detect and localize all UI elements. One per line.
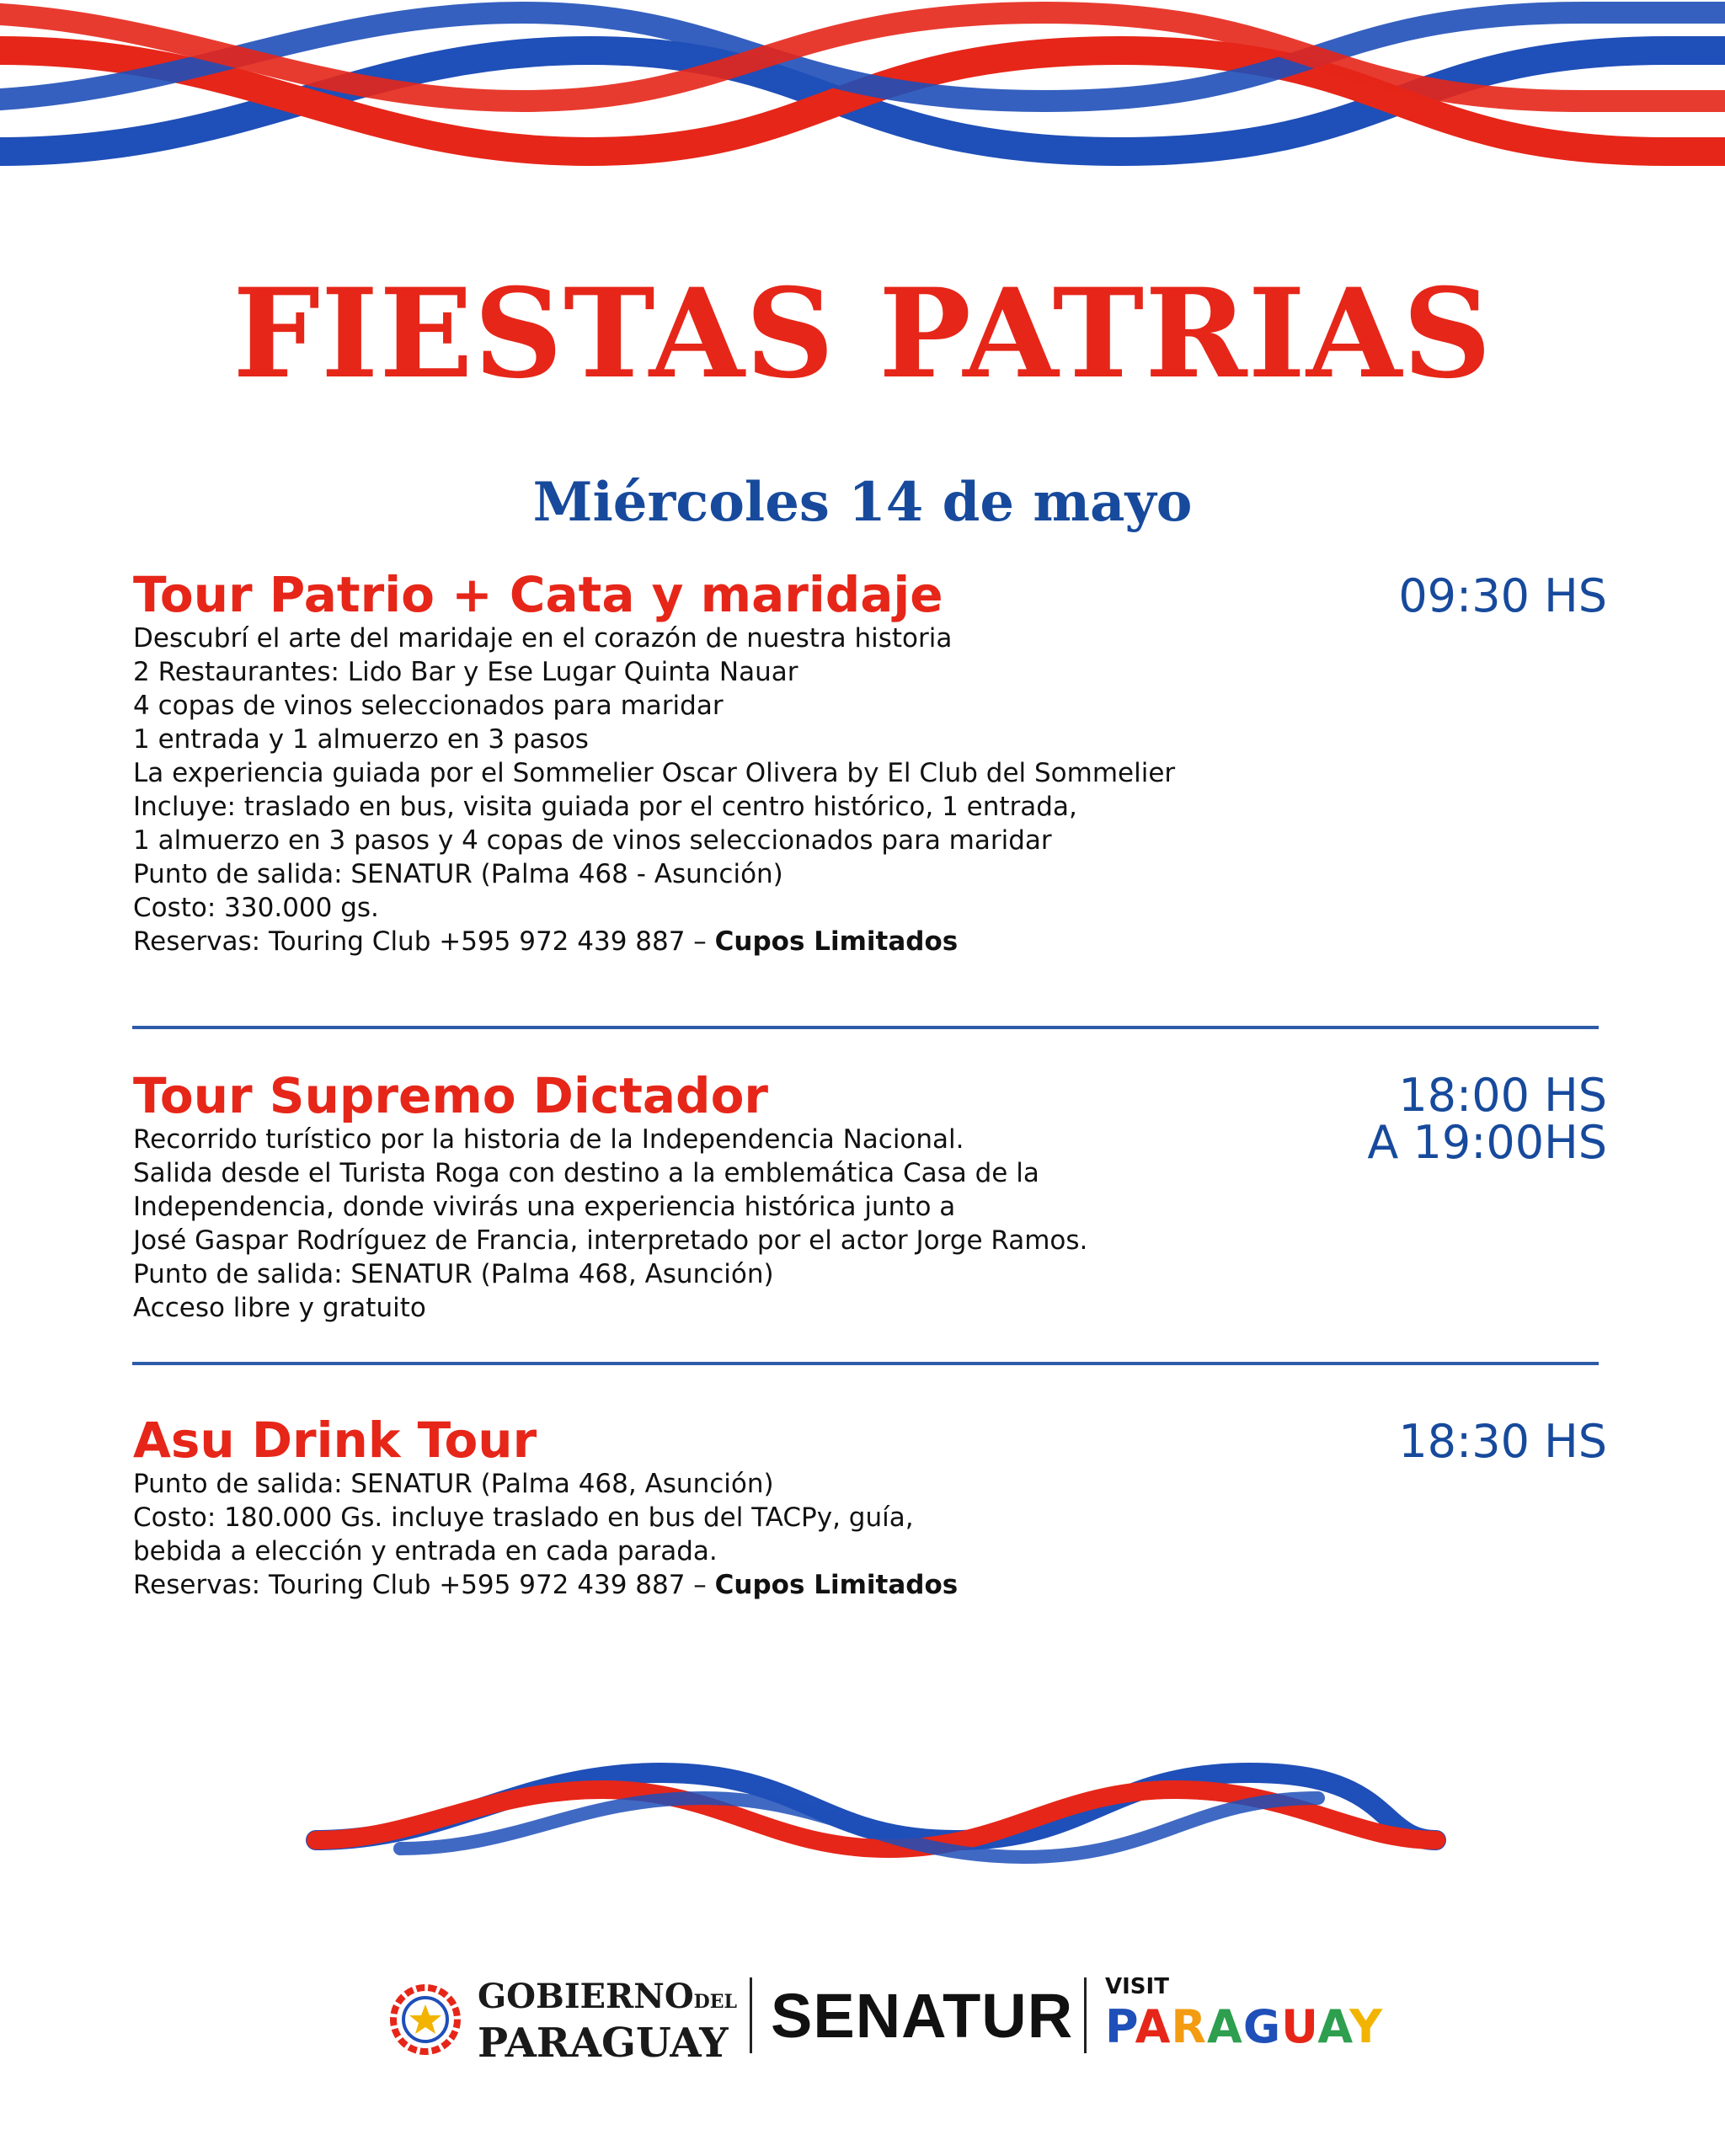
top-ribbon-decoration [0,0,1725,181]
event-tour-patrio [133,563,1607,967]
event-time-line: 09:30 HS [1398,569,1607,622]
event-time-line: 18:30 HS [1398,1415,1607,1468]
event-line: Punto de salida: SENATUR (Palma 468 - Asunción) [133,859,783,889]
event-line: Incluye: traslado en bus, visita guiada por el centro histórico, 1 entrada, [133,792,1077,822]
senatur-logo: SENATUR [771,1981,1074,2051]
event-line: Punto de salida: SENATUR (Palma 468, Asunción) [133,1469,774,1499]
section-divider [132,1026,1599,1029]
gobierno-line2: PARAGUAY [478,2020,729,2067]
event-line: 1 almuerzo en 3 pasos y 4 copas de vinos seleccionados para maridar [133,825,1052,856]
gobierno-text [478,1977,737,2065]
national-seal-icon [383,1977,467,2062]
event-time [1367,1069,1607,1169]
gobierno-line1: GOBIERNODEL [478,1977,737,2016]
footer-logos [0,1962,1725,2072]
event-reservation [133,925,1175,958]
paraguay-letter: G [1242,2000,1282,2053]
paraguay-letter: A [1207,2000,1243,2053]
event-line: José Gaspar Rodríguez de Francia, interpretado por el actor Jorge Ramos. [133,1225,1088,1256]
event-line: Costo: 330.000 gs. [133,893,379,923]
event-line: Salida desde el Turista Roga con destino a la emblemática Casa de la [133,1158,1039,1188]
event-line: Recorrido turístico por la historia de la Independencia Nacional. [133,1124,964,1155]
paraguay-letter: Y [1348,2000,1384,2053]
event-line: La experiencia guiada por el Sommelier Oscar Olivera by El Club del Sommelier [133,758,1176,788]
paraguay-letter: R [1171,2000,1208,2053]
event-description [133,1467,958,1602]
paraguay-letter: U [1281,2000,1318,2053]
event-line: Punto de salida: SENATUR (Palma 468, Asunción) [133,1259,774,1289]
event-time-line: 18:00 HS [1398,1069,1607,1122]
event-line: Acceso libre y gratuito [133,1293,426,1323]
event-description [133,622,1175,958]
event-line: 1 entrada y 1 almuerzo en 3 pasos [133,724,589,755]
event-time [1398,1415,1607,1468]
event-description [133,1123,1087,1325]
event-title: Asu Drink Tour [133,1412,537,1469]
paraguay-letter: A [1317,2000,1349,2053]
event-time-line: A 19:00HS [1367,1116,1607,1169]
reservation-text: Reservas: Touring Club +595 972 439 887 – [133,1570,715,1600]
logo-separator [1084,1977,1087,2053]
event-title: Tour Supremo Dictador [133,1067,769,1124]
visit-paraguay-logo [1105,1974,1383,2055]
event-line: Costo: 180.000 Gs. incluye traslado en bus del TACPy, guía, [133,1502,914,1533]
event-line: bebida a elección y entrada en cada parada. [133,1536,718,1566]
section-divider [132,1362,1599,1365]
event-line: Descubrí el arte del maridaje en el corazón de nuestra historia [133,623,953,654]
event-line: 2 Restaurantes: Lido Bar y Ese Lugar Quinta Nauar [133,657,798,687]
event-tour-supremo-dictador [133,1064,1607,1333]
event-title: Tour Patrio + Cata y maridaje [133,566,943,623]
event-reservation [133,1568,958,1602]
event-line: 4 copas de vinos seleccionados para maridar [133,691,724,721]
gobierno-paraguay-logo [383,1969,737,2067]
event-date: Miércoles 14 de mayo [532,471,1193,534]
limited-spots-label: Cupos Limitados [714,1570,959,1600]
event-line: Independencia, donde vivirás una experiencia histórica junto a [133,1192,956,1222]
paraguay-letter: P [1105,2000,1135,2053]
page-title: FIESTAS PATRIAS [232,262,1493,406]
visit-label: VISIT [1105,1974,1169,1999]
event-asu-drink-tour [133,1408,1607,1610]
logo-separator [750,1977,752,2053]
paraguay-letter: A [1135,2000,1172,2053]
limited-spots-label: Cupos Limitados [714,926,959,957]
bottom-ribbon-decoration [299,1756,1453,1874]
event-time [1398,569,1607,622]
reservation-text: Reservas: Touring Club +595 972 439 887 – [133,926,715,957]
paraguay-wordmark [1105,1999,1383,2055]
